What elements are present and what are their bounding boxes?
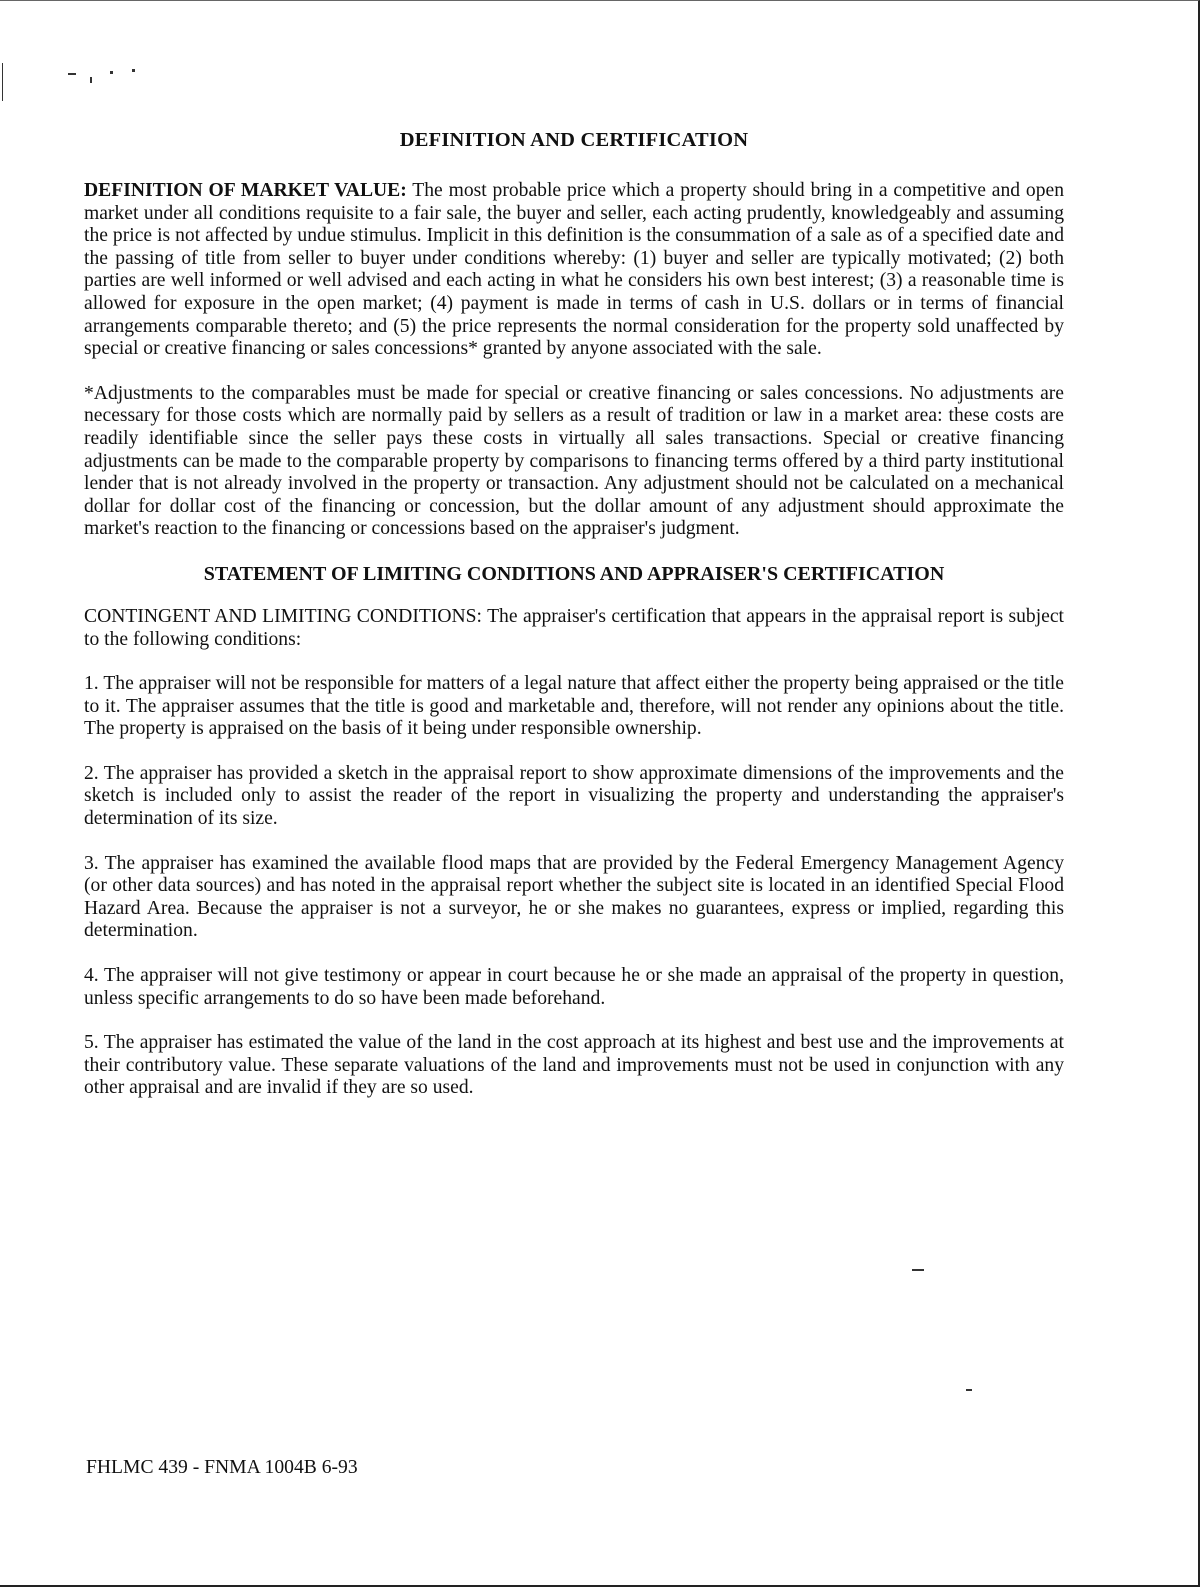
condition-item-5: 5. The appraiser has estimated the value of the land in the cost approach at its highest and best use and the improvements at their contributory value. These separate valuations of the land and improvements must not be used in conjunction with any other appraisal and are invalid if they are so used.: [84, 1032, 1064, 1099]
scan-speck: [912, 1269, 924, 1271]
condition-item-4: 4. The appraiser will not give testimony or appear in court because he or she made an appraisal of the property in question, unless specific arrangements to do so have been made beforehand.: [84, 965, 1064, 1009]
document-title: DEFINITION AND CERTIFICATION: [399, 129, 749, 151]
condition-item-3: 3. The appraiser has examined the available flood maps that are provided by the Federal Emergency Management Agency (or other data sources) and has noted in the appraisal report whether the subject site is located in an identified Special Flood Hazard Area. Because the appraiser is not a surveyor, he or she makes no guarantees, express or implied, regarding this determination.: [84, 852, 1064, 942]
form-number-footer: FHLMC 439 - FNMA 1004B 6-93: [86, 1457, 358, 1478]
contingent-text: The appraiser's certification that appears in the appraisal report is subject to the following conditions:: [84, 605, 1065, 650]
contingent-conditions-intro: [84, 606, 1064, 651]
scan-speck: [2, 63, 3, 101]
contingent-label: CONTINGENT AND LIMITING CONDITIONS:: [84, 605, 482, 627]
section-title: STATEMENT OF LIMITING CONDITIONS AND APPRAISER'S CERTIFICATION: [203, 562, 945, 585]
scan-speck: [90, 77, 92, 83]
scan-speck: [132, 69, 135, 72]
condition-item-2: 2. The appraiser has provided a sketch in the appraisal report to show approximate dimensions of the improvements and the sketch is included only to assist the reader of the report in visualizing the property and understanding the appraiser's determination of its size.: [84, 762, 1064, 830]
definition-text: The most probable price which a property should bring in a competitive and open market under all conditions requisite to a fair sale, the buyer and seller, each acting prudently, knowledgeably and assuming the price is not affected by undue stimulus. Implicit in this definition is the consummation of a sale as of a specified date and the passing of title from seller to buyer under conditions whereby: (1) buyer and seller are typically motivated; (2) both parties are well informed or well advised and each acting in what he considers his own best interest; (3) a reasonable time is allowed for exposure in the open market; (4) payment is made in terms of cash in U.S. dollars or in terms of financial arrangements comparable thereto; and (5) the price represents the normal consideration for the property sold unaffected by special or creative financing or sales concessions* granted by anyone associated with the sale.: [84, 180, 1064, 360]
condition-item-1: 1. The appraiser will not be responsible for matters of a legal nature that affect either the property being appraised or the title to it. The appraiser assumes that the title is good and marketable and, therefore, will not render any opinions about the title. The property is appraised on the basis of it being under responsible ownership.: [84, 673, 1064, 740]
market-value-definition: [84, 180, 1064, 361]
definition-label: DEFINITION OF MARKET VALUE:: [84, 180, 407, 201]
scan-speck: [68, 73, 76, 75]
scan-speck: [110, 71, 113, 74]
scan-speck: [966, 1389, 972, 1391]
document-content: [84, 129, 1064, 1100]
adjustments-footnote: *Adjustments to the comparables must be made for special or creative financing or sales concessions. No adjustments are necessary for those costs which are normally paid by sellers as a result of tradition or law in a market area: these costs are readily identifiable since the seller pays these costs in virtually all sales transactions. Special or creative financing adjustments can be made to the comparable property by comparisons to financing terms offered by a third party institutional lender that is not already involved in the property or transaction. Any adjustment should not be calculated on a mechanical dollar for dollar cost of the financing or concession, but the dollar amount of any adjustment should approximate the market's reaction to the financing or concessions based on the appraiser's judgment.: [84, 382, 1064, 540]
